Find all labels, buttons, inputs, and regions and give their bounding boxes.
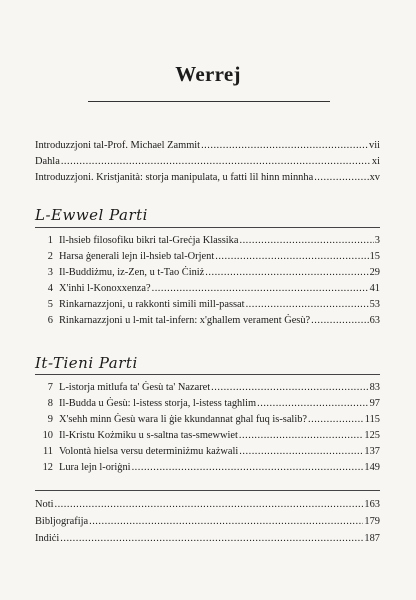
dot-leader [308,412,364,428]
chapter-page: 137 [364,446,380,457]
chapter-label: X'inhi l-Konoxxenza? [59,283,151,294]
chapter-page: 125 [364,430,380,441]
dot-leader [314,170,368,186]
toc-chapter-2 [35,249,380,265]
part-1-divider [35,227,380,228]
chapter-label: Il-Buddiżmu, iz-Zen, u t-Tao Ċiniż [59,267,205,278]
part-2-divider [35,374,380,375]
dot-leader [239,428,363,444]
chapter-number: 11 [42,446,53,457]
dot-leader [201,138,368,154]
chapter-number: 1 [47,235,53,246]
toc-entry-page: vii [369,140,380,151]
chapter-label: Harsa ġenerali lejn il-hsieb tal-Orjent [59,251,215,262]
chapter-label: Il-Kristu Kożmiku u s-saltna tas-smewwiet [59,430,238,441]
toc-entry-front-2 [35,154,380,170]
toc-chapter-6 [35,313,380,329]
chapter-label: Rinkarnazzjoni, u rakkonti simili mill-passat [59,299,245,310]
chapter-number: 12 [42,462,53,473]
dot-leader [54,497,363,513]
dot-leader [152,281,369,297]
toc-entry-back-2 [35,514,380,530]
toc-chapter-11 [35,444,380,460]
dot-leader [205,265,368,281]
toc-chapter-1 [35,233,380,249]
dot-leader [61,154,371,170]
toc-entry-back-3 [35,531,380,547]
chapter-number: 9 [47,414,53,425]
title-divider [88,101,330,102]
back-matter-divider [35,490,380,491]
chapter-label: Volontà hielsa versu determiniżmu każwali [59,446,239,457]
dot-leader [211,380,368,396]
toc-entry-back-1 [35,497,380,513]
chapter-label: Il-Budda u Ġesù: l-istess storja, l-istess taghlim [59,398,257,409]
chapter-page: 97 [369,398,380,409]
chapter-page: 63 [369,315,380,326]
dot-leader [215,249,368,265]
toc-entry-label: Introduzzjoni tal-Prof. Michael Zammit [35,140,201,151]
toc-entry-label: Dahla [35,156,60,167]
toc-entry-page: 163 [364,499,380,510]
toc-chapter-4 [35,281,380,297]
chapter-label: Rinkarnazzjoni u l-mit tal-infern: x'ghallem verament Ġesù? [59,315,311,326]
dot-leader [132,460,364,476]
chapter-number: 2 [47,251,53,262]
chapter-number: 7 [47,382,53,393]
chapter-number: 4 [47,283,53,294]
chapter-label: Il-hsieb filosofiku bikri tal-Greċja Klassika [59,235,239,246]
toc-entry-page: 187 [364,533,380,544]
part-1-title: L-Ewwel Parti [35,206,148,224]
toc-entry-label: Bibljografija [35,516,89,527]
dot-leader [311,313,368,329]
chapter-page: 15 [369,251,380,262]
dot-leader [89,514,363,530]
dot-leader [246,297,369,313]
chapter-label: X'sehh minn Ġesù wara li ġie kkundannat ghal fuq is-salib? [59,414,308,425]
dot-leader [257,396,368,412]
dot-leader [239,233,373,249]
chapter-number: 3 [47,267,53,278]
chapter-number: 10 [42,430,53,441]
toc-entry-page: xi [371,156,380,167]
page-title: Werrej [175,62,241,86]
toc-chapter-9 [35,412,380,428]
toc-chapter-12 [35,460,380,476]
toc-entry-label: Noti [35,499,54,510]
chapter-page: 3 [374,235,380,246]
toc-entry-page: 179 [364,516,380,527]
chapter-label: Lura lejn l-oriġni [59,462,131,473]
chapter-number: 5 [47,299,53,310]
chapter-page: 53 [369,299,380,310]
toc-entry-front-3 [35,170,380,186]
chapter-page: 83 [369,382,380,393]
toc-chapter-7 [35,380,380,396]
toc-chapter-10 [35,428,380,444]
chapter-page: 29 [369,267,380,278]
chapter-page: 149 [364,462,380,473]
toc-chapter-5 [35,297,380,313]
chapter-page: 41 [369,283,380,294]
chapter-number: 6 [47,315,53,326]
chapter-label: L-istorja mitlufa ta' Ġesù ta' Nazaret [59,382,211,393]
toc-entry-label: Introduzzjoni. Kristjanità: storja manipulata, u fatti lil hinn minnha [35,172,314,183]
toc-chapter-8 [35,396,380,412]
chapter-number: 8 [47,398,53,409]
toc-entry-label: Indiċi [35,533,60,544]
dot-leader [60,531,363,547]
part-2-title: It-Tieni Parti [35,354,138,372]
toc-entry-front-1 [35,138,380,154]
dot-leader [239,444,363,460]
toc-chapter-3 [35,265,380,281]
chapter-page: 115 [364,414,380,425]
toc-entry-page: xv [369,172,380,183]
